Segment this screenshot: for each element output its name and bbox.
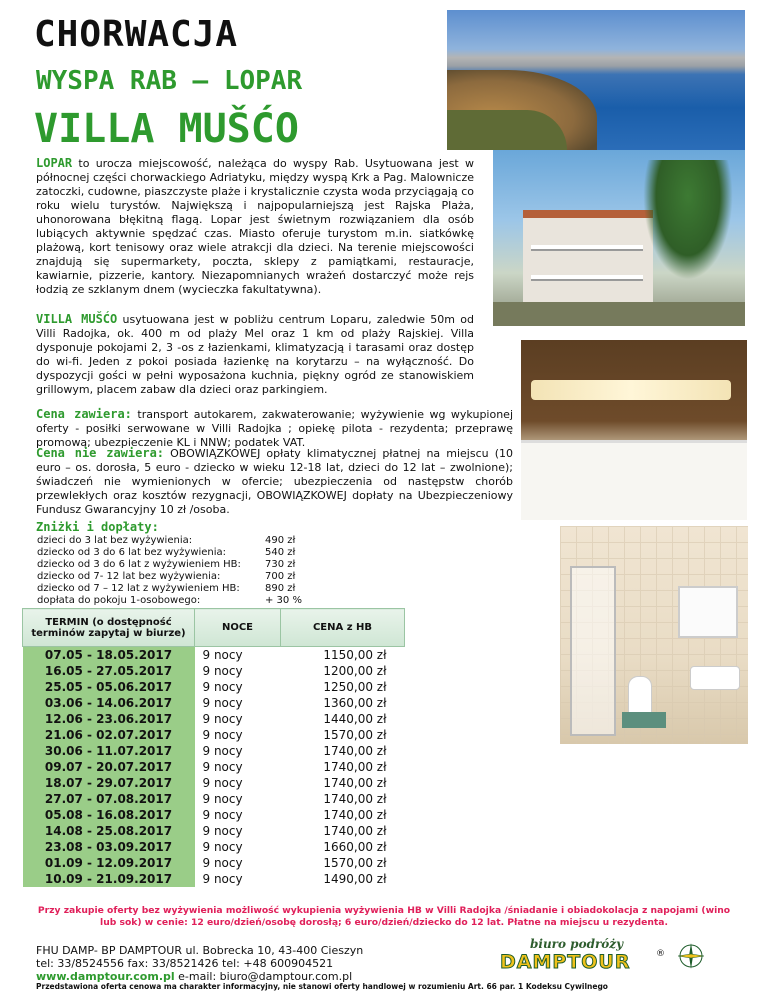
header-nights: NOCE <box>195 609 281 647</box>
row-nights: 9 nocy <box>202 711 243 726</box>
row-nights: 9 nocy <box>202 791 243 806</box>
row-nights: 9 nocy <box>202 679 243 694</box>
compass-icon <box>676 941 706 971</box>
price-table <box>22 608 405 887</box>
contact-phones: tel: 33/8524556 fax: 33/8521426 tel: +48 600904521 <box>36 957 334 970</box>
table-row <box>23 775 405 791</box>
row-term: 03.06 - 14.06.2017 <box>23 695 195 711</box>
intro-text: to urocza miejscowość, należąca do wyspy Rab. Usytuowana jest w północnej części chorwackiego Adriatyku, między wyspą Krk a Pag. Malownicze zatoczki, cudowne, piaszczyste plaże i krystalicznie czysta woda przyciągają co roku wielu turystów. Największą i najpopularniejszą jest Rajska Plaża, uhonorowana błękitną flagą. Lopar jest świetnym rozwiązaniem dla osób lubiących aktywnie spędzać czas. Miasto oferuje turystom m.in. siatkówkę plażową, kort tenisowy oraz wiele atrakcji dla dzieci. Na terenie miejscowości znajdują się supermarkety, poczta, sklepy z pamiątkami, restauracje, kawiarnie, pizzerie, kantory. Niezapomnianych wrażeń dostarczyć może rejs łodzią ze szklanym dnem (wycieczka fakultatywna). <box>36 157 474 296</box>
row-term: 12.06 - 23.06.2017 <box>23 711 195 727</box>
discount-row <box>37 535 325 547</box>
row-nights: 9 nocy <box>202 775 243 790</box>
price-table-body <box>23 647 405 887</box>
table-row <box>23 743 405 759</box>
discount-label: dziecko od 7- 12 lat bez wyżywienia: <box>37 571 221 582</box>
row-term: 14.08 - 25.08.2017 <box>23 823 195 839</box>
row-nights: 9 nocy <box>202 695 243 710</box>
table-row <box>23 807 405 823</box>
discount-value: 700 zł <box>265 571 296 582</box>
price-excludes-text: OBOWIĄZKOWEJ opłaty klimatycznej płatnej na miejscu (10 euro – os. dorosła, 5 euro - dziecko w wieku 12-18 lat, dzieci do 12 lat – zwolnione); świadczeń nie wymienionych w ofercie; ubezpieczenia od następstw chorób przewlekłych oraz kosztów rezygnacji, OBOWIĄZKOWEJ dopłaty na Ubezpieczeniowy Fundusz Gwarancyjny 10 zł /osoba. <box>36 447 513 516</box>
discount-label: dziecko od 3 do 6 lat bez wyżywienia: <box>37 547 227 558</box>
table-row <box>23 759 405 775</box>
table-row <box>23 679 405 695</box>
row-nights: 9 nocy <box>202 855 243 870</box>
villa-paragraph <box>36 312 474 397</box>
header-price: CENA z HB <box>281 609 405 647</box>
table-row <box>23 727 405 743</box>
row-price: 1440,00 zł <box>323 711 387 726</box>
row-price: 1570,00 zł <box>323 727 387 742</box>
row-term: 05.08 - 16.08.2017 <box>23 807 195 823</box>
price-excludes-keyword: Cena nie zawiera: <box>36 446 165 460</box>
row-price: 1360,00 zł <box>323 695 387 710</box>
discount-value: 730 zł <box>265 559 296 570</box>
contact-block <box>36 944 363 983</box>
table-row <box>23 823 405 839</box>
villa-name-heading: VILLA MUŠĆO <box>34 106 299 152</box>
row-price: 1740,00 zł <box>323 775 387 790</box>
page-subtitle-location: WYSPA RAB – LOPAR <box>36 66 303 96</box>
row-nights: 9 nocy <box>202 647 243 662</box>
discounts-title: Zniżki i dopłaty: <box>36 520 159 534</box>
villa-text: usytuowana jest w pobliżu centrum Loparu, zaledwie 50m od Villi Radojka, ok. 400 m od plaży Mel oraz 1 km od plaży Rajskiej. Villa dysponuje pokojami 2, 3 -os z łazienkami, klimatyzacją i tarasami oraz dostęp do wi-fi. Jeden z pokoi posiada łazienkę na korytarzu – na wyłączność. Do dyspozycji gości w pełni wyposażona kuchnia, piękny ogród ze stanowiskiem grillowym, placem zabaw dla dzieci oraz parkingiem. <box>36 313 474 396</box>
photo-bathroom <box>560 526 748 744</box>
discount-value: + 30 % <box>265 595 302 606</box>
table-row <box>23 695 405 711</box>
discount-row <box>37 571 325 583</box>
villa-keyword: VILLA MUŠĆO <box>36 312 118 326</box>
price-includes-text: transport autokarem, zakwaterowanie; wyżywienie wg wykupionej oferty - posiłki serwowane w Villi Radojka ; opiekę pilota - rezydenta; przeprawę promową; ubezpieczenie KL i NNW; podatek VAT. <box>36 408 514 449</box>
row-term: 18.07 - 29.07.2017 <box>23 775 195 791</box>
discounts-list <box>37 535 325 607</box>
row-term: 10.09 - 21.09.2017 <box>23 871 195 887</box>
row-price: 1250,00 zł <box>323 679 387 694</box>
page-title-country: CHORWACJA <box>34 14 239 55</box>
discount-row <box>37 559 325 571</box>
discount-row <box>37 595 325 607</box>
row-nights: 9 nocy <box>202 743 243 758</box>
row-price: 1740,00 zł <box>323 807 387 822</box>
table-row <box>23 839 405 855</box>
row-price: 1660,00 zł <box>323 839 387 854</box>
intro-keyword: LOPAR <box>36 156 73 170</box>
row-price: 1490,00 zł <box>323 871 387 886</box>
header-term: TERMIN (o dostępność terminów zapytaj w biurze) <box>23 609 195 647</box>
discount-value: 540 zł <box>265 547 296 558</box>
row-nights: 9 nocy <box>202 727 243 742</box>
price-includes-paragraph <box>36 407 513 450</box>
logo-small-text: biuro podróży <box>530 937 624 951</box>
logo-brand-text: DAMPTOUR <box>500 951 631 973</box>
discount-label: dziecko od 7 – 12 lat z wyżywieniem HB: <box>37 583 240 594</box>
table-row <box>23 647 405 663</box>
discount-row <box>37 547 325 559</box>
photo-sea-coast <box>447 10 745 150</box>
intro-paragraph <box>36 156 474 297</box>
row-nights: 9 nocy <box>202 871 243 886</box>
row-nights: 9 nocy <box>202 759 243 774</box>
row-price: 1150,00 zł <box>323 647 387 662</box>
price-excludes-paragraph <box>36 446 513 517</box>
discount-row <box>37 583 325 595</box>
row-term: 23.08 - 03.09.2017 <box>23 839 195 855</box>
photo-bedroom <box>521 340 747 520</box>
row-term: 27.07 - 07.08.2017 <box>23 791 195 807</box>
row-term: 16.05 - 27.05.2017 <box>23 663 195 679</box>
row-price: 1740,00 zł <box>323 759 387 774</box>
table-row <box>23 791 405 807</box>
row-price: 1570,00 zł <box>323 855 387 870</box>
row-price: 1740,00 zł <box>323 743 387 758</box>
table-row <box>23 663 405 679</box>
meal-note: Przy zakupie oferty bez wyżywienia możliwość wykupienia wyżywienia HB w Villi Radojka /śniadanie i obiadokolacja z napojami (wino lub sok) w cenie: 12 euro/dzień/osobę dorosłą; 6 euro/dzień/dziecko do 12 lat. Płatne na miejscu u rezydenta. <box>37 905 731 928</box>
row-price: 1740,00 zł <box>323 791 387 806</box>
row-term: 07.05 - 18.05.2017 <box>23 647 195 663</box>
row-nights: 9 nocy <box>202 823 243 838</box>
logo-registered-mark: ® <box>656 949 665 959</box>
table-row <box>23 711 405 727</box>
row-term: 21.06 - 02.07.2017 <box>23 727 195 743</box>
contact-email[interactable]: e-mail: biuro@damptour.com.pl <box>174 970 353 983</box>
row-price: 1200,00 zł <box>323 663 387 678</box>
price-includes-keyword: Cena zawiera: <box>36 407 132 421</box>
row-term: 01.09 - 12.09.2017 <box>23 855 195 871</box>
website-link[interactable]: www.damptour.com.pl <box>36 970 175 983</box>
row-term: 30.06 - 11.07.2017 <box>23 743 195 759</box>
row-term: 09.07 - 20.07.2017 <box>23 759 195 775</box>
discount-value: 490 zł <box>265 535 296 546</box>
photo-villa-exterior <box>493 150 745 326</box>
table-row <box>23 871 405 887</box>
discount-label: dziecko od 3 do 6 lat z wyżywieniem HB: <box>37 559 241 570</box>
row-nights: 9 nocy <box>202 807 243 822</box>
row-term: 25.05 - 05.06.2017 <box>23 679 195 695</box>
contact-address: FHU DAMP- BP DAMPTOUR ul. Bobrecka 10, 43-400 Cieszyn <box>36 944 364 957</box>
damptour-logo <box>500 937 740 977</box>
discount-label: dopłata do pokoju 1-osobowego: <box>37 595 201 606</box>
row-nights: 9 nocy <box>202 663 243 678</box>
discount-label: dzieci do 3 lat bez wyżywienia: <box>37 535 193 546</box>
row-nights: 9 nocy <box>202 839 243 854</box>
table-header-row <box>23 609 405 647</box>
table-row <box>23 855 405 871</box>
row-price: 1740,00 zł <box>323 823 387 838</box>
legal-disclaimer: Przedstawiona oferta cenowa ma charakter informacyjny, nie stanowi oferty handlowej w rozumieniu Art. 66 par. 1 Kodeksu Cywilnego <box>36 982 608 991</box>
discount-value: 890 zł <box>265 583 296 594</box>
